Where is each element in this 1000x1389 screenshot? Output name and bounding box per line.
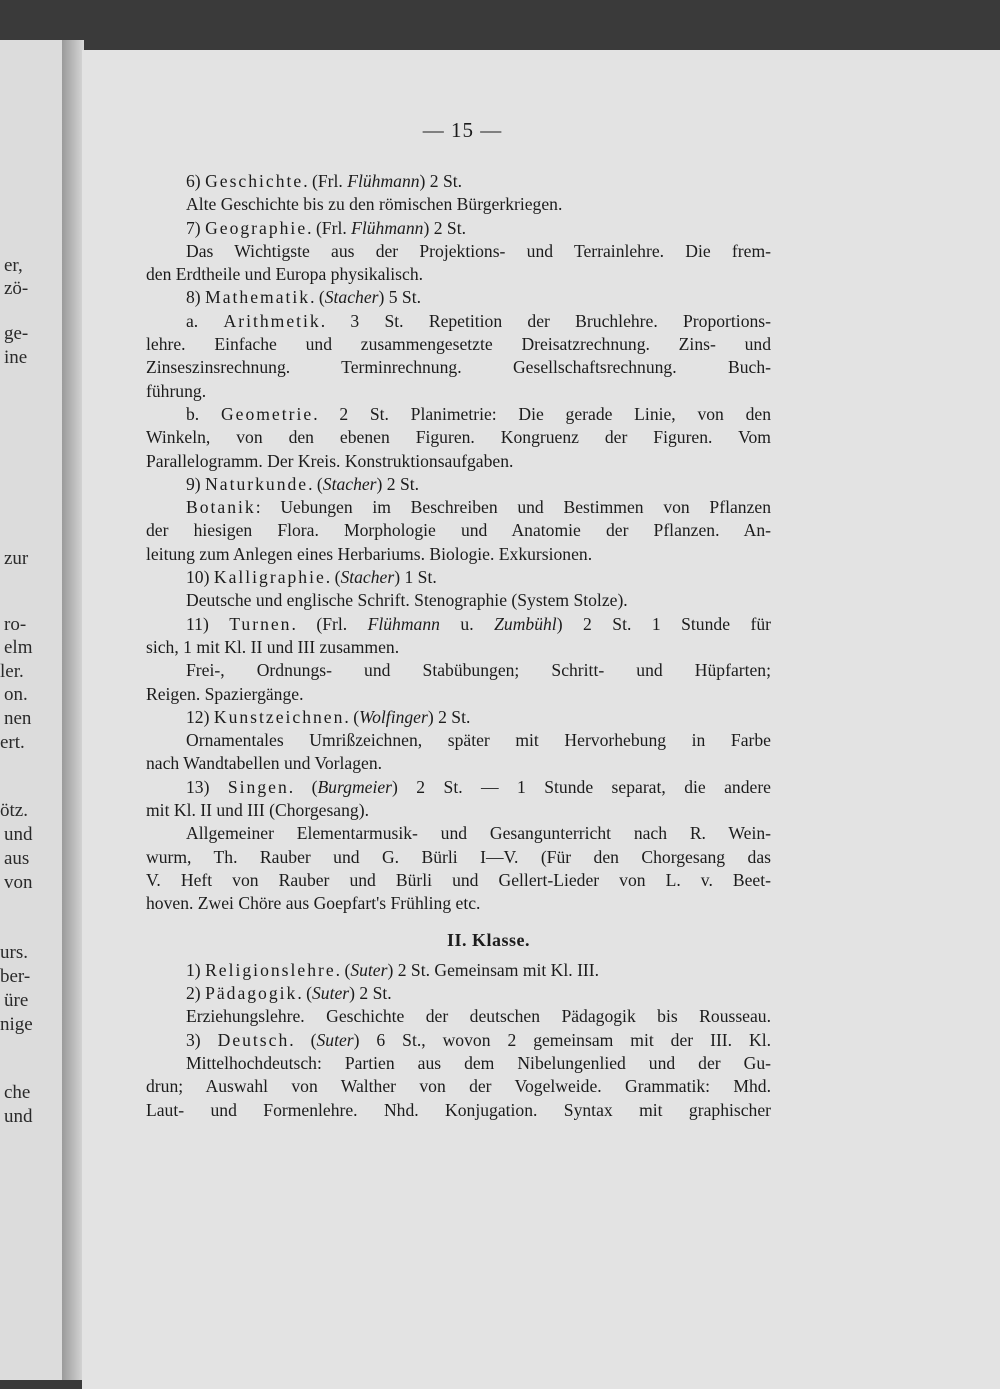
text-run: . (: [344, 706, 360, 727]
text-line: [146, 170, 771, 193]
text-line: [146, 310, 771, 333]
text-run: ) 2 St.: [427, 706, 471, 727]
left-page-fragment: er,: [4, 255, 23, 276]
left-page-fragment: üre: [4, 990, 29, 1011]
text-line: [146, 217, 771, 240]
text-run: 13): [186, 776, 228, 797]
text-run: der hiesigen Flora. Morphologie und Anatomie der Pflanzen. An-: [146, 520, 771, 541]
text-line: [146, 356, 771, 379]
text-line: [146, 982, 771, 1005]
subject-spaced: Geschichte: [205, 171, 304, 191]
text-run: leitung zum Anlegen eines Herbariums. Biologie. Exkursionen.: [146, 543, 593, 564]
text-run: 8): [186, 287, 206, 308]
body-text: [146, 170, 771, 1122]
subject-spaced: Geographie: [205, 217, 308, 238]
text-line: [146, 519, 771, 542]
text-line: [146, 566, 771, 589]
text-line: [146, 636, 771, 659]
text-run: mit Kl. II und III (Chorgesang).: [146, 800, 369, 821]
text-run: u.: [439, 613, 495, 634]
text-run: ) 6 St., wovon 2 gemeinsam mit der III. Kl.: [353, 1029, 772, 1050]
text-line: [146, 776, 771, 799]
text-run: a.: [186, 310, 224, 331]
text-run: . (Frl.: [303, 171, 348, 191]
subject-spaced: Geometrie: [220, 403, 314, 424]
name-italic: Suter: [316, 1029, 354, 1050]
text-line: [146, 333, 771, 356]
text-run: Frei-, Ordnungs- und Stabübungen; Schritt- und Hüpfarten;: [186, 660, 771, 681]
subject-spaced: Kunstzeichnen: [213, 706, 345, 727]
text-run: Deutsche und englische Schrift. Stenographie (System Stolze).: [186, 590, 628, 611]
text-line: [146, 799, 771, 822]
subject-spaced: Naturkunde: [205, 473, 309, 494]
text-line: [146, 1005, 771, 1028]
text-run: Ornamentales Umrißzeichnen, später mit Hervorhebung in Farbe: [186, 730, 771, 751]
text-line: [146, 706, 771, 729]
text-line: [146, 473, 771, 496]
left-page-fragment: ötz.: [0, 800, 28, 821]
text-line: [146, 683, 771, 706]
text-line: [146, 869, 771, 892]
text-line: [146, 822, 771, 845]
left-page-fragment: ber-: [0, 966, 31, 987]
name-italic: Zumbühl: [494, 613, 557, 634]
subject-spaced: Mathematik: [205, 287, 311, 308]
left-page-fragment: ro-: [4, 614, 27, 635]
text-run: 9): [186, 473, 206, 494]
text-line: [146, 1099, 771, 1122]
text-line: [146, 450, 771, 473]
text-run: Parallelogramm. Der Kreis. Konstruktionsaufgaben.: [146, 450, 514, 471]
text-run: . (: [297, 983, 312, 1004]
left-page-fragment: zö-: [4, 278, 29, 299]
name-italic: Wolfinger: [359, 706, 428, 727]
text-line: [146, 496, 771, 519]
left-page-fragment: zur: [4, 548, 29, 569]
text-run: nach Wandtabellen und Vorlagen.: [146, 753, 383, 774]
text-run: lehre. Einfache und zusammengesetzte Dreisatzrechnung. Zins- und: [146, 334, 771, 355]
text-run: ) 2 St.: [349, 983, 392, 1004]
text-line: [146, 263, 771, 286]
left-page-fragment: ine: [4, 347, 28, 368]
text-run: Reigen. Spaziergänge.: [146, 683, 304, 704]
text-line: [146, 589, 771, 612]
text-run: drun; Auswahl von Walther von der Vogelweide. Grammatik: Mhd.: [146, 1076, 771, 1097]
left-page-edge: [0, 40, 62, 1380]
text-line: [146, 1052, 771, 1075]
left-page-fragment: und: [4, 1106, 33, 1127]
text-line: [146, 426, 771, 449]
text-line: [146, 403, 771, 426]
text-run: ) 5 St.: [378, 287, 422, 308]
text-run: Zinseszinsrechnung. Terminrechnung. Gesellschaftsrechnung. Buch-: [146, 357, 771, 378]
text-line: [146, 240, 771, 263]
text-run: 7): [186, 217, 206, 238]
text-run: 10): [186, 567, 214, 588]
text-run: . (Frl.: [291, 613, 368, 634]
text-run: . 2 St. Planimetrie: Die gerade Linie, von den: [313, 403, 771, 424]
left-page-fragment: nen: [4, 708, 32, 729]
text-run: : Uebungen im Beschreiben und Bestimmen von Pflanzen: [255, 497, 771, 518]
text-run: 11): [186, 613, 230, 634]
text-run: ) 1 St.: [394, 567, 437, 588]
text-run: Mittelhochdeutsch: Partien aus dem Nibelungenlied und der Gu-: [186, 1052, 771, 1073]
text-run: 1): [186, 959, 206, 980]
left-page-fragment: che: [4, 1082, 31, 1103]
name-italic: Suter: [312, 983, 350, 1004]
subject-spaced: Pädagogik: [205, 983, 298, 1004]
name-italic: Stacher: [322, 473, 377, 494]
text-run: . (: [289, 1029, 317, 1050]
name-italic: Stacher: [324, 287, 379, 308]
left-page-fragment: von: [4, 872, 33, 893]
left-page-fragment: und: [4, 824, 33, 845]
text-line: [146, 286, 771, 309]
subject-spaced: Deutsch: [217, 1029, 290, 1050]
text-line: [146, 892, 771, 915]
text-run: 6): [186, 171, 206, 191]
text-run: Laut- und Formenlehre. Nhd. Konjugation. Syntax mit graphischer: [146, 1099, 771, 1120]
section-heading: II. Klasse.: [446, 929, 530, 950]
left-page-fragment: urs.: [0, 942, 28, 963]
text-run: wurm, Th. Rauber und G. Bürli I—V. (Für den Chorgesang das: [146, 846, 771, 867]
text-line: [146, 380, 771, 403]
name-italic: Flühmann: [347, 171, 420, 191]
text-run: Winkeln, von den ebenen Figuren. Kongruenz der Figuren. Vom: [146, 427, 771, 448]
text-line: [146, 1075, 771, 1098]
text-run: . (: [308, 473, 323, 494]
text-run: 2): [186, 983, 206, 1004]
text-line: [146, 752, 771, 775]
subject-spaced: Arithmetik: [223, 310, 321, 331]
text-run: b.: [186, 403, 221, 424]
text-run: . (: [288, 776, 318, 797]
text-run: hoven. Zwei Chöre aus Goepfart's Frühling etc.: [146, 893, 481, 914]
text-line: [146, 959, 771, 982]
text-line: [146, 193, 771, 216]
left-page-fragment: nige: [0, 1014, 33, 1035]
text-line: [146, 543, 771, 566]
text-run: Das Wichtigste aus der Projektions- und Terrainlehre. Die frem-: [186, 240, 771, 261]
name-italic: Stacher: [340, 567, 395, 588]
subject-spaced: Kalligraphie: [213, 567, 326, 588]
name-italic: Burgmeier: [317, 776, 393, 797]
name-italic: Flühmann: [351, 217, 424, 238]
text-run: ) 2 St.: [419, 171, 463, 191]
text-run: . (: [310, 287, 325, 308]
text-run: . (: [335, 959, 351, 980]
text-run: Allgemeiner Elementarmusik- und Gesangunterricht nach R. Wein-: [186, 823, 771, 844]
text-run: 12): [186, 706, 214, 727]
subject-spaced: Singen: [227, 776, 289, 797]
text-run: ) 2 St. Gemeinsam mit Kl. III.: [387, 959, 600, 980]
text-line: [146, 659, 771, 682]
text-run: ) 2 St.: [423, 217, 466, 238]
left-page-fragment: ge-: [4, 323, 29, 344]
text-run: den Erdtheile und Europa physikalisch.: [146, 264, 424, 285]
left-page-fragment: on.: [4, 684, 28, 705]
text-run: V. Heft von Rauber und Bürli und Gellert-Lieder von L. v. Beet-: [146, 869, 771, 890]
subject-spaced: Religionslehre: [205, 959, 336, 980]
text-line: [146, 613, 771, 636]
left-page-fragment: aus: [4, 848, 30, 869]
text-line: [146, 729, 771, 752]
name-italic: Flühmann: [367, 613, 440, 634]
text-run: Alte Geschichte bis zu den römischen Bürgerkriegen.: [186, 194, 563, 215]
book-gutter: [62, 40, 84, 1380]
subject-spaced: Turnen: [229, 613, 292, 634]
text-run: ) 2 St. 1 Stunde für: [556, 613, 771, 634]
name-italic: Suter: [350, 959, 388, 980]
text-run: . (: [325, 567, 341, 588]
text-line: [146, 846, 771, 869]
subject-spaced: Botanik: [186, 497, 256, 518]
text-line: [146, 1029, 771, 1052]
text-run: führung.: [146, 380, 207, 401]
text-run: . 3 St. Repetition der Bruchlehre. Proportions-: [320, 310, 771, 331]
left-page-fragment: ert.: [0, 732, 25, 753]
page-number: — 15 —: [422, 118, 503, 142]
text-run: 3): [186, 1029, 218, 1050]
left-page-fragment: ler.: [0, 661, 24, 682]
text-run: ) 2 St.: [376, 473, 420, 494]
left-page-fragment: elm: [4, 637, 33, 658]
text-run: ) 2 St. — 1 Stunde separat, die andere: [392, 776, 771, 797]
text-run: sich, 1 mit Kl. II und III zusammen.: [146, 636, 400, 657]
text-run: . (Frl.: [307, 217, 352, 238]
text-run: Erziehungslehre. Geschichte der deutschen Pädagogik bis Rousseau.: [186, 1006, 771, 1027]
